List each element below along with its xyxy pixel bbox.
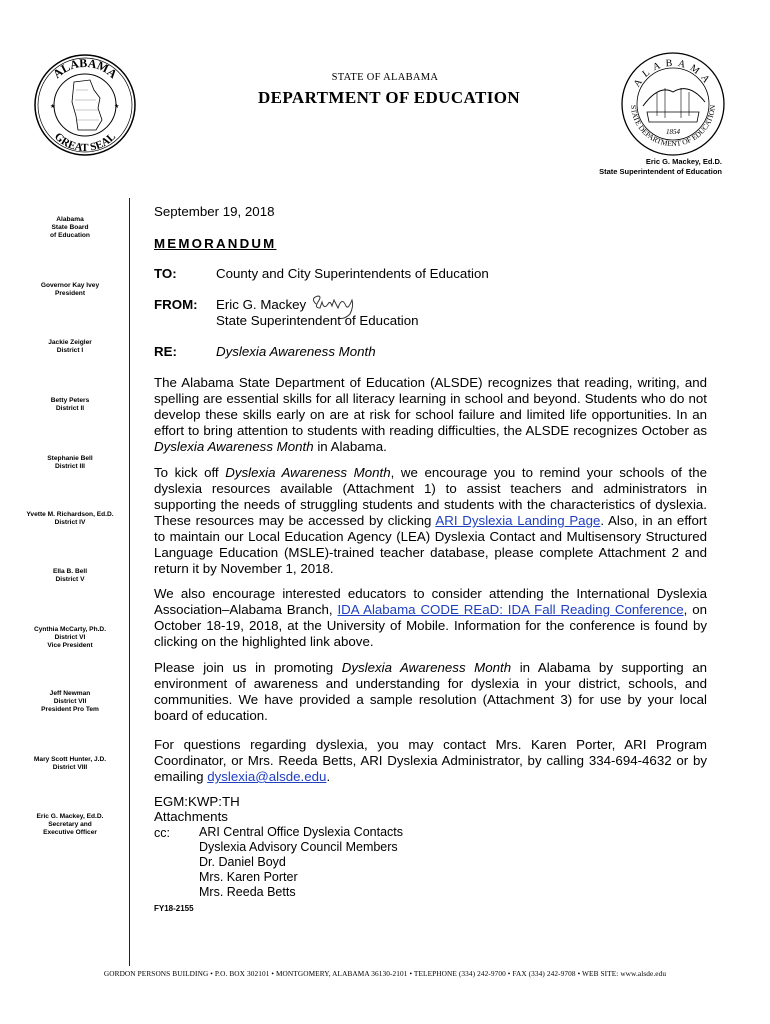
re-value: Dyslexia Awareness Month (216, 344, 376, 359)
board-name: Alabama State Board of Education (50, 216, 90, 239)
initials: EGM:KWP:TH (154, 794, 240, 809)
board-member: Mary Scott Hunter, J.D. District VIII (33, 756, 107, 771)
paragraph-1: The Alabama State Department of Education (ALSDE) recognizes that reading, writing, and spelling are essential skills for all literacy learning in school and beyond. Students who do not develop these skills early on are at risk for school failure and limited life opportunities. In an effort to bring attention to students with reading difficulties, the ALSDE recognizes October as Dyslexia Awareness Month in Alabama. (154, 375, 707, 454)
footer-address: GORDON PERSONS BUILDING • P.O. BOX 302101 • MONTGOMERY, ALABAMA 36130-2101 • TELEPHONE (334) 242-9700 • FAX (334) 242-9708 • WEB SITE: www.alsde.edu (103, 969, 667, 978)
memo-date: September 19, 2018 (154, 204, 275, 219)
superintendent-name: Eric G. Mackey, Ed.D. (645, 157, 722, 166)
svg-text:★: ★ (50, 104, 56, 110)
board-member: Governor Kay Ivey President (40, 282, 100, 297)
ari-dyslexia-landing-page-link[interactable]: ARI Dyslexia Landing Page (435, 513, 601, 528)
cc-item: ARI Central Office Dyslexia Contacts (199, 825, 404, 839)
to-value: County and City Superintendents of Education (216, 266, 489, 281)
cc-item: Mrs. Reeda Betts (199, 885, 296, 899)
sidebar-divider (129, 198, 130, 966)
department-title: DEPARTMENT OF EDUCATION (257, 88, 521, 107)
board-member: Ella B. Bell District V (52, 568, 88, 583)
board-member: Betty Peters District II (50, 397, 90, 412)
left-seal-top-text: ALABAMA (50, 55, 120, 82)
svg-text:★: ★ (114, 104, 120, 110)
reference-number: FY18-2155 (154, 904, 194, 913)
board-member: Jeff Newman District VII President Pro Tem (41, 690, 99, 713)
cc-item: Dr. Daniel Boyd (199, 855, 286, 869)
memo-heading: MEMORANDUM (154, 236, 277, 251)
from-name: Eric G. Mackey (216, 297, 307, 312)
right-seal-year: 1854 (666, 128, 680, 136)
paragraph-4: Please join us in promoting Dyslexia Awareness Month in Alabama by supporting an environment of awareness and understanding for dyslexia in your district, schools, and communities. We have provided a sample resolution (Attachment 3) for use by your local board of education. (154, 660, 707, 723)
left-seal-bottom-text: GREAT SEAL (51, 130, 119, 155)
board-member: Cynthia McCarty, Ph.D. District VI Vice President (33, 626, 107, 649)
superintendent-block (599, 157, 722, 177)
superintendent-title: State Superintendent of Education (599, 167, 722, 176)
board-member: Yvette M. Richardson, Ed.D. District IV (26, 511, 114, 526)
paragraph-2: To kick off Dyslexia Awareness Month, we encourage you to remind your schools of the dyslexia resources available (Attachment 1) to assist teachers and administrators in supporting the needs of struggling students and students with the characteristics of dyslexia. These resources may be accessed by clicking ARI Dyslexia Landing Page. Also, in an effort to maintain our Local Education Agency (LEA) Dyslexia Contact and Multisensory Structured Language Education (MSLE)-trained teacher database, please complete Attachment 2 and return it by November 1, 2018. (154, 465, 707, 576)
from-title: State Superintendent of Education (216, 313, 419, 328)
board-member: Jackie Zeigler District I (48, 339, 92, 354)
ida-conference-link[interactable]: IDA Alabama CODE REaD: IDA Fall Reading Conference (337, 602, 684, 617)
attachments-label: Attachments (154, 809, 228, 824)
svg-text:GREAT SEAL (52, 131, 118, 154)
paragraph-5: For questions regarding dyslexia, you may contact Mrs. Karen Porter, ARI Program Coordinator, or Mrs. Reeda Betts, ARI Dyslexia Administrator, by calling 334-694-4632 or by emailing dyslexia@alsde.edu. (154, 737, 707, 784)
right-seal-bottom-text: STATE DEPARTMENT OF EDUCATION (628, 104, 718, 149)
cc-item: Dyslexia Advisory Council Members (199, 840, 398, 854)
from-label: FROM: (154, 297, 198, 312)
svg-text:STATE DEPARTMENT OF EDUCATION (629, 104, 717, 148)
re-label: RE: (154, 344, 177, 359)
cc-label: cc: (154, 826, 170, 840)
dyslexia-email-link[interactable]: dyslexia@alsde.edu (207, 769, 327, 784)
state-title: STATE OF ALABAMA (331, 72, 439, 83)
board-member: Eric G. Mackey, Ed.D. Secretary and Executive Officer (36, 813, 104, 836)
to-label: TO: (154, 266, 177, 281)
paragraph-3: We also encourage interested educators to consider attending the International Dyslexia Association–Alabama Branch, IDA Alabama CODE REaD: IDA Fall Reading Conference, on October 18-19, 2018, at the University of Mobile. Information for the conference is found by clicking on the highlighted link above. (154, 586, 707, 649)
right-seal-top-text: ALABAMA (631, 57, 715, 90)
cc-item: Mrs. Karen Porter (199, 870, 298, 884)
board-member: Stephanie Bell District III (47, 455, 93, 470)
